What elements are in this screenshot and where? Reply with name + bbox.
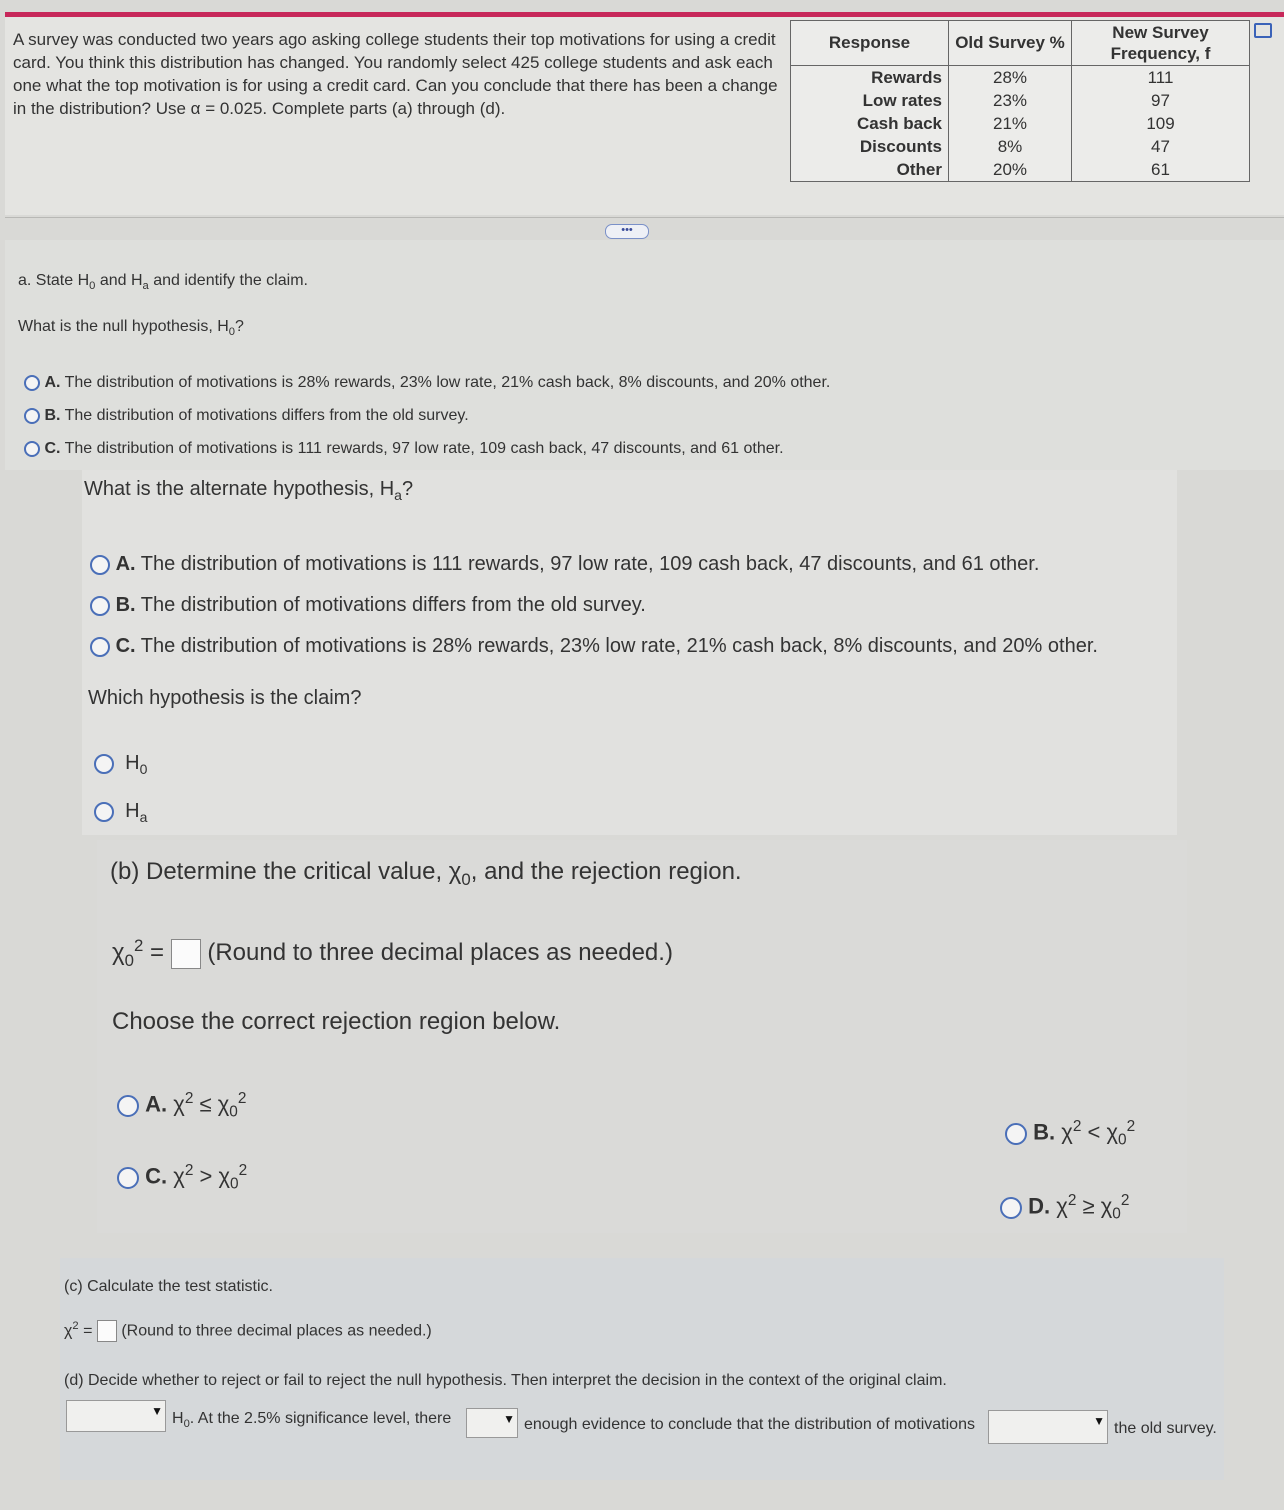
more-button[interactable]: ••• [605,224,649,239]
part-d-heading: (d) Decide whether to reject or fail to reject the null hypothesis. Then interpret the decision in the context of the original claim. [64,1372,947,1389]
claim-option-h0[interactable]: $H_0$ [94,752,147,777]
problem-line: one what the top motivation is for using a credit card. Can you conclude that there has been a change [13,76,778,95]
part-c-heading: (c) Calculate the test statistic. [64,1278,273,1295]
problem-line: A survey was conducted two years ago asking college students their top motivations for using a credit [13,30,776,49]
evidence-text: enough evidence to conclude that the distribution of motivations [524,1416,975,1433]
null-question: What is the null hypothesis, $H_0$? [18,318,244,339]
cell-old: 23% [949,89,1072,112]
alt-option-b[interactable]: B. The distribution of motivations differs from the old survey. [90,594,646,617]
cell-response: Rewards [791,66,949,90]
table-row [791,112,1250,135]
chevron-down-icon: ▼ [503,1412,515,1426]
critical-value-input[interactable] [171,939,201,969]
cell-old: 8% [949,135,1072,158]
cell-new: 61 [1072,158,1250,182]
problem-statement [13,28,788,120]
table-row [791,158,1250,182]
radio-icon[interactable] [90,637,110,657]
part-a-heading: a. State $H_0$ and $H_a$ and identify the claim. [18,272,308,293]
cell-response: Discounts [791,135,949,158]
alt-question: What is the alternate hypothesis, $H_a$? [84,478,414,503]
radio-icon[interactable] [94,802,114,822]
claim-option-ha[interactable]: $H_a$ [94,800,147,825]
survey-table [790,20,1250,182]
cell-response: Low rates [791,89,949,112]
radio-icon[interactable] [24,375,40,391]
radio-icon[interactable] [94,754,114,774]
test-statistic-row: $\chi^2$ = (Round to three decimal places as needed.) [64,1320,432,1342]
rejection-prompt: Choose the correct rejection region below. [112,1008,561,1035]
copy-icon[interactable] [1254,23,1272,38]
radio-icon[interactable] [24,441,40,457]
radio-icon[interactable] [117,1167,139,1189]
radio-icon[interactable] [117,1095,139,1117]
cell-old: 28% [949,66,1072,90]
rejection-option-c[interactable]: C. $\chi^2 > \chi_0^2$ [117,1162,247,1194]
null-option-b[interactable]: B. The distribution of motivations differs from the old survey. [24,407,469,425]
comparison-dropdown[interactable] [988,1410,1108,1444]
problem-line: in the distribution? Use α = 0.025. Complete parts (a) through (d). [13,99,506,118]
cell-new: 47 [1072,135,1250,158]
problem-line: card. You think this distribution has changed. You randomly select 425 college students and ask each [13,53,773,72]
table-row [791,135,1250,158]
radio-icon[interactable] [90,555,110,575]
alt-option-a[interactable]: A. The distribution of motivations is 111 rewards, 97 low rate, 109 cash back, 47 discounts, and 61 other. [90,553,1039,576]
radio-icon[interactable] [1005,1123,1027,1145]
cell-old: 21% [949,112,1072,135]
cell-new: 97 [1072,89,1250,112]
cell-new: 109 [1072,112,1250,135]
cell-response: Other [791,158,949,182]
radio-icon[interactable] [1000,1197,1022,1219]
chevron-down-icon: ▼ [151,1404,163,1418]
alt-option-c[interactable]: C. The distribution of motivations is 28% rewards, 23% low rate, 21% cash back, 8% discounts, and 20% other. [90,635,1098,658]
null-option-a[interactable]: A. The distribution of motivations is 28% rewards, 23% low rate, 21% cash back, 8% discounts, and 20% other. [24,374,830,392]
cell-old: 20% [949,158,1072,182]
test-statistic-input[interactable] [97,1320,117,1342]
cell-new: 111 [1072,66,1250,90]
part-b-heading: (b) Determine the critical value, $\chi_0$, and the rejection region. [110,858,742,889]
critical-value-row: $\chi_0^2$ = (Round to three decimal places as needed.) [112,936,673,970]
divider [5,217,1284,218]
header-new-survey: New Survey Frequency, f [1072,21,1250,66]
part-b-panel [97,840,1187,1233]
radio-icon[interactable] [24,408,40,424]
decision-dropdown[interactable] [66,1400,166,1432]
rejection-option-a[interactable]: A. $\chi^2 \le \chi_0^2$ [117,1090,246,1122]
chevron-down-icon: ▼ [1093,1414,1105,1428]
header-old-survey: Old Survey % [949,21,1072,66]
claim-question: Which hypothesis is the claim? [88,687,362,709]
old-survey-text: the old survey. [1114,1420,1217,1437]
table-row [791,66,1250,90]
evidence-dropdown[interactable] [466,1408,518,1438]
header-response: Response [791,21,949,66]
cell-response: Cash back [791,112,949,135]
rejection-option-d[interactable]: D. $\chi^2 \ge \chi_0^2$ [1000,1192,1129,1224]
null-option-c[interactable]: C. The distribution of motivations is 111 rewards, 97 low rate, 109 cash back, 47 discounts, and 61 other. [24,440,784,458]
table-row [791,89,1250,112]
rejection-option-b[interactable]: B. $\chi^2 < \chi_0^2$ [1005,1118,1135,1150]
radio-icon[interactable] [90,596,110,616]
decision-text: $H_0$. At the 2.5% significance level, there [172,1410,452,1431]
